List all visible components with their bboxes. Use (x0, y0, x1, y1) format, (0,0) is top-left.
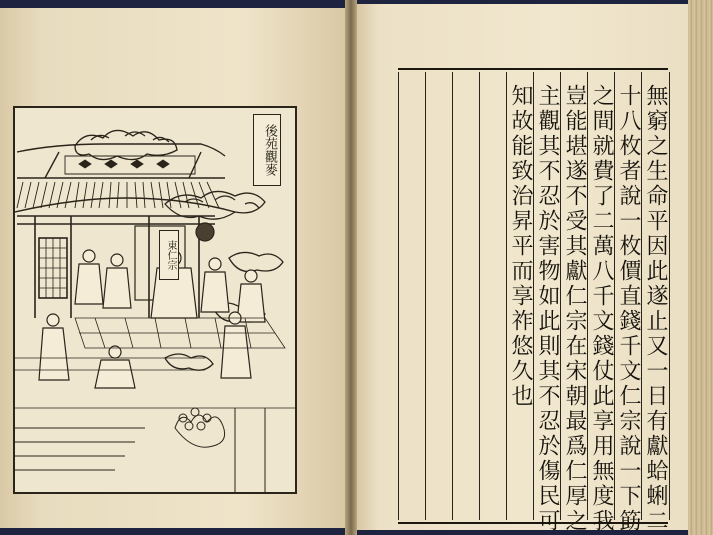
woodblock-illustration (13, 106, 297, 494)
text-column-4-content: 豈能堪遂不受其獻仁宗在宋朝最爲仁厚之 (562, 84, 587, 534)
text-column-3 (587, 72, 615, 534)
throne-plaque: 東仁宗 (159, 230, 179, 280)
text-column-empty-4 (398, 72, 426, 520)
page-edge-stack (688, 0, 713, 535)
text-column-2-content: 十八枚者說一枚價直錢千文仁宗說一下筯 (616, 84, 641, 534)
text-block (398, 68, 668, 534)
text-column-6-content: 知故能致治昇平而享祚悠久也 (508, 84, 533, 409)
text-column-5 (533, 72, 561, 534)
text-column-3-content: 之間就費了二萬八千文錢仗此享用無度我 (589, 84, 614, 534)
text-column-empty-1 (479, 72, 507, 520)
text-column-5-content: 主觀其不忍於害物如此則其不忍於傷民可 (535, 84, 560, 534)
text-column-empty-3 (425, 72, 453, 520)
book-gutter (345, 0, 357, 535)
text-column-1-content: 無窮之生命平因此遂止又一日有獻蛤蜊二 (643, 84, 668, 534)
text-column-1 (641, 72, 670, 534)
text-column-empty-2 (452, 72, 480, 520)
illustration-title: 後苑觀麥 (253, 114, 281, 186)
text-column-4 (560, 72, 588, 534)
text-column-6 (506, 72, 534, 520)
text-column-2 (614, 72, 642, 534)
